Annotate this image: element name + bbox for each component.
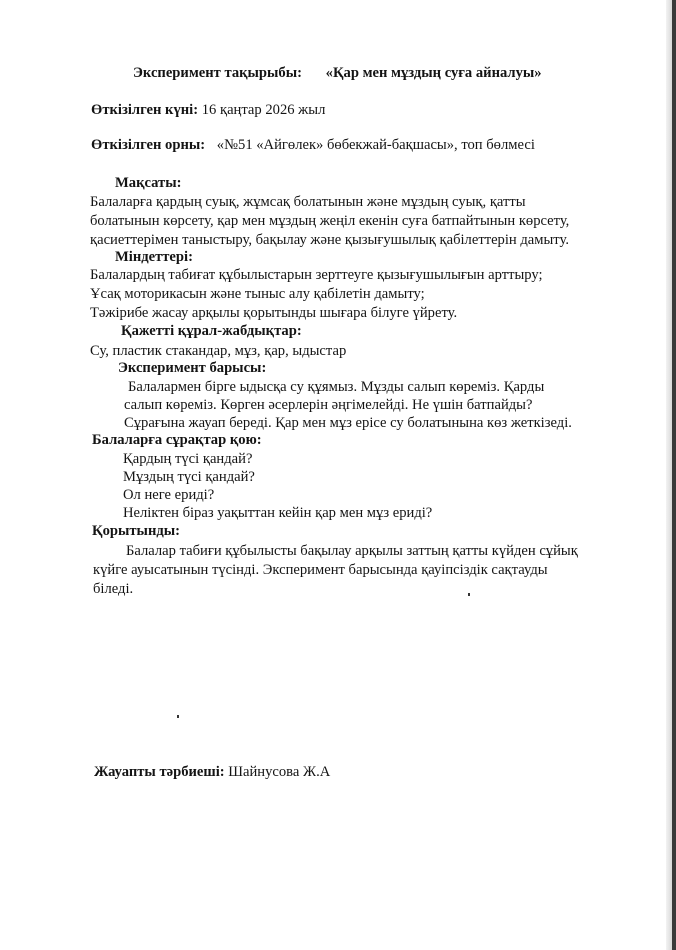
tasks-heading — [115, 248, 193, 266]
conclusion-heading — [92, 522, 180, 540]
title-value: «Қар мен мұздың суға айналуы» — [325, 65, 542, 81]
process-line: салып көреміз. Көрген әсерлерін әңгімелейді. Не үшін батпайды? — [124, 397, 533, 413]
question-item: Қардың түсі қандай? — [123, 451, 253, 467]
goal-heading — [115, 174, 181, 192]
task-line: Тәжірибе жасау арқылы қорытынды шығара білуге үйрету. — [90, 305, 458, 321]
date-label: Өткізілген күні: — [91, 102, 199, 118]
place-row — [91, 136, 535, 154]
task-line: Ұсақ моторикасын және тыныс алу қабілетін дамыту; — [90, 286, 425, 302]
questions-heading-text: Балаларға сұрақтар қою: — [92, 432, 262, 448]
process-heading-text: Эксперимент барысы: — [118, 360, 267, 376]
question-item: Ол неге ериді? — [123, 487, 215, 503]
process-heading — [118, 359, 266, 377]
tasks-heading-text: Міндеттері: — [115, 249, 193, 265]
conclusion-heading-text: Қорытынды: — [92, 523, 180, 539]
scan-speck — [468, 593, 470, 596]
signature-value: Шайнусова Ж.А — [228, 764, 331, 780]
conclusion-line: күйге ауысатынын түсінді. Эксперимент барысында қауіпсіздік сақтауды — [93, 562, 548, 578]
equipment-text: Су, пластик стакандар, мұз, қар, ыдыстар — [90, 343, 347, 359]
conclusion-line: Балалар табиғи құбылысты бақылау арқылы заттың қатты күйден сұйық — [126, 543, 578, 559]
conclusion-line: біледі. — [93, 581, 134, 597]
scan-border — [672, 0, 676, 950]
questions-heading — [92, 431, 262, 449]
place-label: Өткізілген орны: — [91, 137, 206, 153]
question-item: Мұздың түсі қандай? — [123, 469, 255, 485]
process-line: Сұрағына жауап береді. Қар мен мұз ерісе су болатынына көз жеткізеді. — [124, 415, 572, 431]
date-value: 16 қаңтар 2026 жыл — [201, 102, 326, 118]
equipment-heading — [121, 322, 302, 340]
equipment-heading-text: Қажетті құрал-жабдықтар: — [121, 323, 302, 339]
goal-line: қасиеттерімен таныстыру, бақылау және қызығушылық қабілеттерін дамыту. — [90, 232, 569, 248]
experiment-title — [133, 64, 542, 82]
scan-speck — [177, 715, 179, 718]
date-row — [91, 101, 325, 119]
signature-label: Жауапты тәрбиеші: — [94, 764, 225, 780]
goal-line: болатынын көрсету, қар мен мұздың жеңіл екенін суға батпайтынын көрсету, — [90, 213, 570, 229]
task-line: Балалардың табиғат құбылыстарын зерттеуге қызығушылығын арттыру; — [90, 267, 543, 283]
goal-heading-text: Мақсаты: — [115, 175, 182, 191]
place-value: «№51 «Айгөлек» бөбекжай-бақшасы», топ бөлмесі — [216, 137, 535, 153]
goal-line: Балаларға қардың суық, жұмсақ болатынын және мұздың суық, қатты — [90, 194, 526, 210]
signature-row — [94, 763, 330, 781]
question-item: Неліктен біраз уақыттан кейін қар мен мұз ериді? — [123, 505, 433, 521]
process-line: Балалармен бірге ыдысқа су құямыз. Мұзды салып көреміз. Қарды — [128, 379, 545, 395]
title-label: Эксперимент тақырыбы: — [133, 65, 302, 81]
